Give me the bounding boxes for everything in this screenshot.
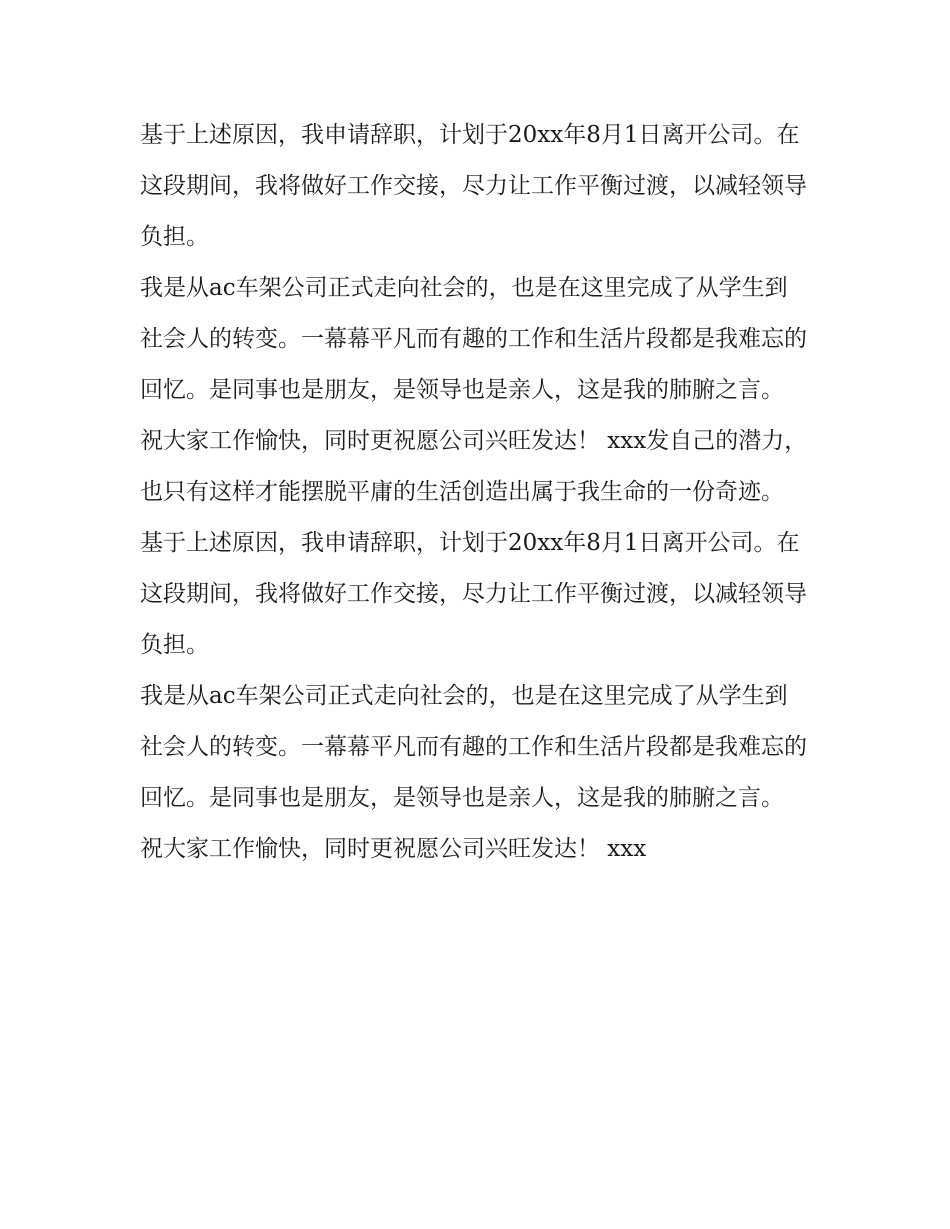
paragraph-best-wishes: 祝大家工作愉快，同时更祝愿公司兴旺发达！ xxx发自己的潜力，也只有这样才能摆脱平庸的生活创造出属于我生命的一份奇迹。: [140, 428, 808, 505]
paragraph-resignation-plan-repeat: 基于上述原因，我申请辞职，计划于20xx年8月1日离开公司。在这段期间，我将做好工作交接，尽力让工作平衡过渡，以减轻领导负担。: [140, 530, 807, 658]
paragraph-company-memories-repeat: 我是从ac车架公司正式走向社会的，也是在这里完成了从学生到社会人的转变。一幕幕平凡而有趣的工作和生活片段都是我难忘的回忆。是同事也是朋友，是领导也是亲人，这是我的肺腑之言。: [140, 683, 807, 811]
paragraph-company-memories: 我是从ac车架公司正式走向社会的，也是在这里完成了从学生到社会人的转变。一幕幕平凡而有趣的工作和生活片段都是我难忘的回忆。是同事也是朋友，是领导也是亲人，这是我的肺腑之言。: [140, 275, 807, 403]
paragraph-resignation-plan: 基于上述原因，我申请辞职，计划于20xx年8月1日离开公司。在这段期间，我将做好工作交接，尽力让工作平衡过渡，以减轻领导负担。: [140, 122, 807, 250]
paragraph-best-wishes-repeat: 祝大家工作愉快，同时更祝愿公司兴旺发达！ xxx: [140, 836, 647, 862]
